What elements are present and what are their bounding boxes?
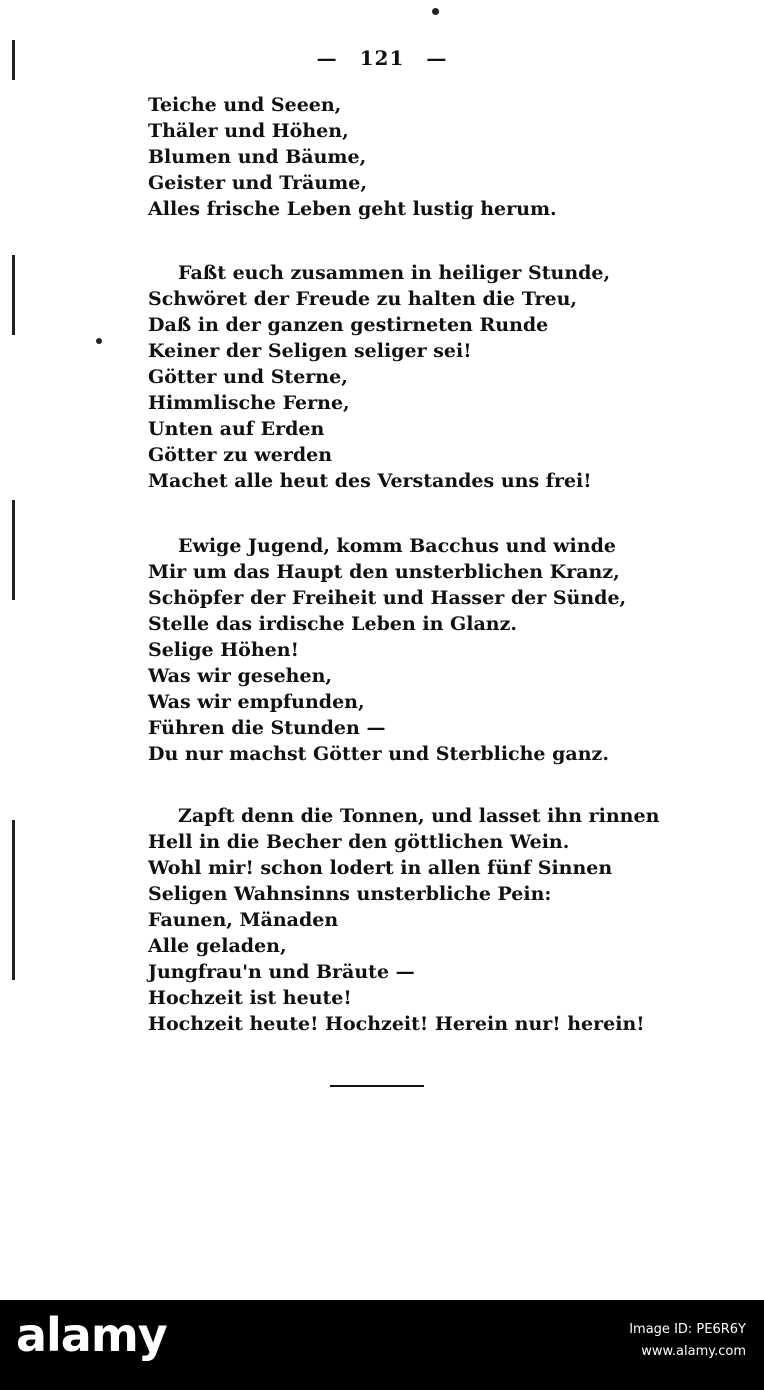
end-rule (330, 1085, 424, 1087)
scan-edge-mark (12, 500, 15, 600)
verse-line: Hochzeit heute! Hochzeit! Herein nur! herein! (148, 1013, 645, 1035)
verse-line: Schwöret der Freude zu halten die Treu, (148, 288, 578, 310)
verse-line: Führen die Stunden — (148, 717, 386, 739)
verse-line: Schöpfer der Freiheit und Hasser der Sünde, (148, 587, 627, 609)
verse-line: Götter zu werden (148, 444, 333, 466)
verse-line: Hochzeit ist heute! (148, 987, 352, 1009)
stanza-3 (148, 533, 626, 767)
verse-line: Faßt euch zusammen in heiliger Stunde, (178, 262, 611, 284)
verse-line: Geister und Träume, (148, 172, 367, 194)
verse-line: Unten auf Erden (148, 418, 325, 440)
verse-line: Seligen Wahnsinns unsterbliche Pein: (148, 883, 552, 905)
verse-line: Machet alle heut des Verstandes uns frei! (148, 470, 592, 492)
scan-edge-mark (12, 255, 15, 335)
verse-line: Wohl mir! schon lodert in allen fünf Sinnen (148, 857, 613, 879)
verse-line: Ewige Jugend, komm Bacchus und winde (178, 535, 616, 557)
page-number: 121 (359, 46, 405, 70)
verse-line: Faunen, Mänaden (148, 909, 339, 931)
stanza-4 (148, 803, 659, 1037)
verse-line: Teiche und Seeen, (148, 94, 342, 116)
image-id-label: Image ID: PE6R6Y (629, 1322, 746, 1337)
verse-line: Mir um das Haupt den unsterblichen Kranz, (148, 561, 620, 583)
stanza-1 (148, 92, 557, 222)
verse-line: Alles frische Leben geht lustig herum. (148, 198, 557, 220)
verse-line: Du nur machst Götter und Sterbliche ganz. (148, 743, 609, 765)
page-header (0, 46, 764, 70)
alamy-logo: alamy (16, 1308, 167, 1362)
verse-line: Zapft denn die Tonnen, und lasset ihn rinnen (178, 805, 660, 827)
scan-edge-mark (12, 40, 15, 80)
scan-edge-mark (12, 820, 15, 980)
verse-line: Selige Höhen! (148, 639, 299, 661)
site-url-label: www.alamy.com (641, 1344, 746, 1359)
scan-speck (432, 8, 439, 15)
verse-line: Was wir empfunden, (148, 691, 365, 713)
header-dash-left: — (316, 46, 338, 70)
watermark-banner (0, 1300, 764, 1390)
scan-speck (96, 338, 102, 344)
verse-line: Daß in der ganzen gestirneten Runde (148, 314, 549, 336)
verse-line: Himmlische Ferne, (148, 392, 350, 414)
verse-line: Jungfrau'n und Bräute — (148, 961, 415, 983)
verse-line: Was wir gesehen, (148, 665, 332, 687)
header-dash-right: — (426, 46, 448, 70)
verse-line: Alle geladen, (148, 935, 287, 957)
verse-line: Thäler und Höhen, (148, 120, 349, 142)
verse-line: Blumen und Bäume, (148, 146, 367, 168)
verse-line: Götter und Sterne, (148, 366, 348, 388)
stanza-2 (148, 260, 610, 494)
verse-line: Keiner der Seligen seliger sei! (148, 340, 472, 362)
verse-line: Stelle das irdische Leben in Glanz. (148, 613, 518, 635)
verse-line: Hell in die Becher den göttlichen Wein. (148, 831, 570, 853)
